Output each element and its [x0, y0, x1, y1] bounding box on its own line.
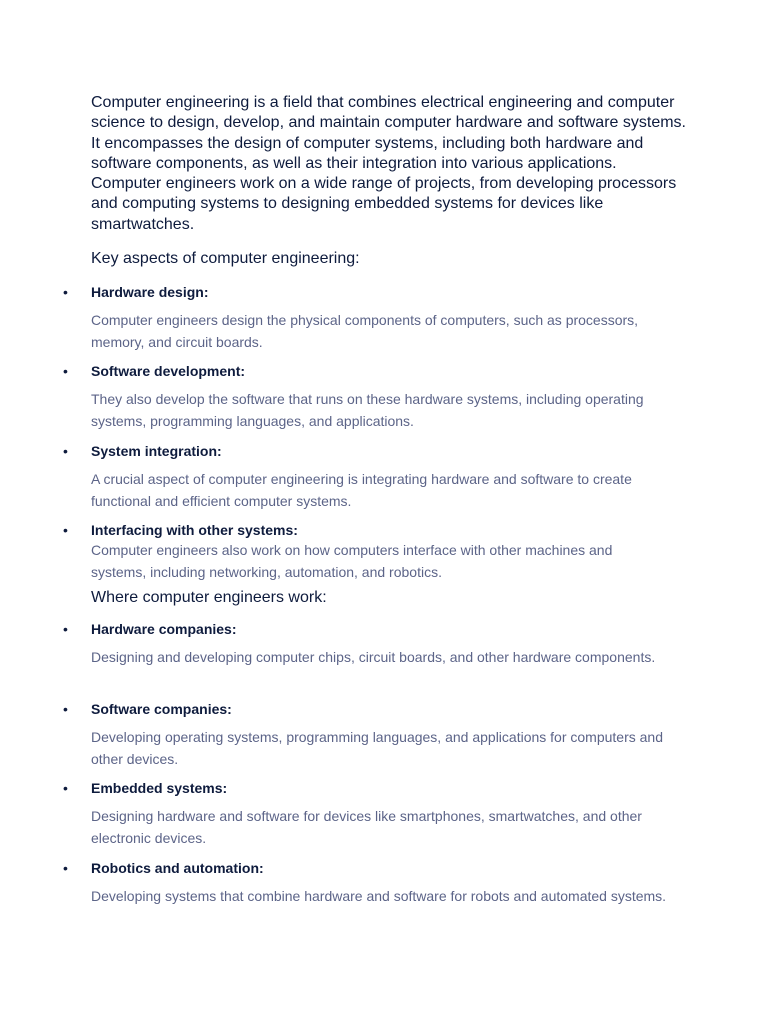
list-item-description: Designing and developing computer chips, circuit boards, and other hardware components. — [91, 649, 656, 665]
list-item-title: Hardware design: — [91, 284, 209, 300]
list-item-description: Designing hardware and software for devices like smartphones, smartwatches, and other electronic devices. — [91, 808, 642, 846]
list-item-description: Developing systems that combine hardware and software for robots and automated systems. — [91, 888, 667, 904]
list-item-description: They also develop the software that runs on these hardware systems, including operating systems, programming languages, and applications. — [91, 391, 644, 429]
bullet-icon: • — [63, 284, 68, 300]
workplaces-heading: Where computer engineers work: — [91, 589, 327, 606]
bullet-icon: • — [63, 780, 68, 796]
list-item-title: System integration: — [91, 443, 222, 459]
list-item-title: Software development: — [91, 363, 246, 379]
list-item-description: Computer engineers design the physical components of computers, such as processors, memory, and circuit boards. — [91, 312, 639, 350]
list-item-title: Software companies: — [91, 701, 232, 717]
bullet-icon: • — [63, 860, 68, 876]
list-item-title: Interfacing with other systems: — [91, 522, 298, 538]
list-item-description: Developing operating systems, programming languages, and applications for computers and other devices. — [91, 729, 663, 767]
bullet-icon: • — [63, 522, 68, 538]
list-item-description: Computer engineers also work on how computers interface with other machines and systems, including networking, automation, and robotics. — [91, 542, 613, 580]
list-item-title: Hardware companies: — [91, 621, 237, 637]
bullet-icon: • — [63, 701, 68, 717]
intro-paragraph: Computer engineering is a field that combines electrical engineering and computer science to design, develop, and maintain computer hardware and software systems. It encompasses the design of computer systems, including both hardware and software components, as well as their integration into various applications. Computer engineers work on a wide range of projects, from developing processors and computing systems to designing embedded systems for devices like smartwatches. — [91, 94, 686, 233]
list-item-title: Robotics and automation: — [91, 860, 264, 876]
bullet-icon: • — [63, 621, 68, 637]
list-item-title: Embedded systems: — [91, 780, 228, 796]
list-item-description: A crucial aspect of computer engineering is integrating hardware and software to create functional and efficient computer systems. — [91, 471, 632, 509]
key-aspects-heading: Key aspects of computer engineering: — [91, 250, 360, 267]
bullet-icon: • — [63, 443, 68, 459]
bullet-icon: • — [63, 363, 68, 379]
